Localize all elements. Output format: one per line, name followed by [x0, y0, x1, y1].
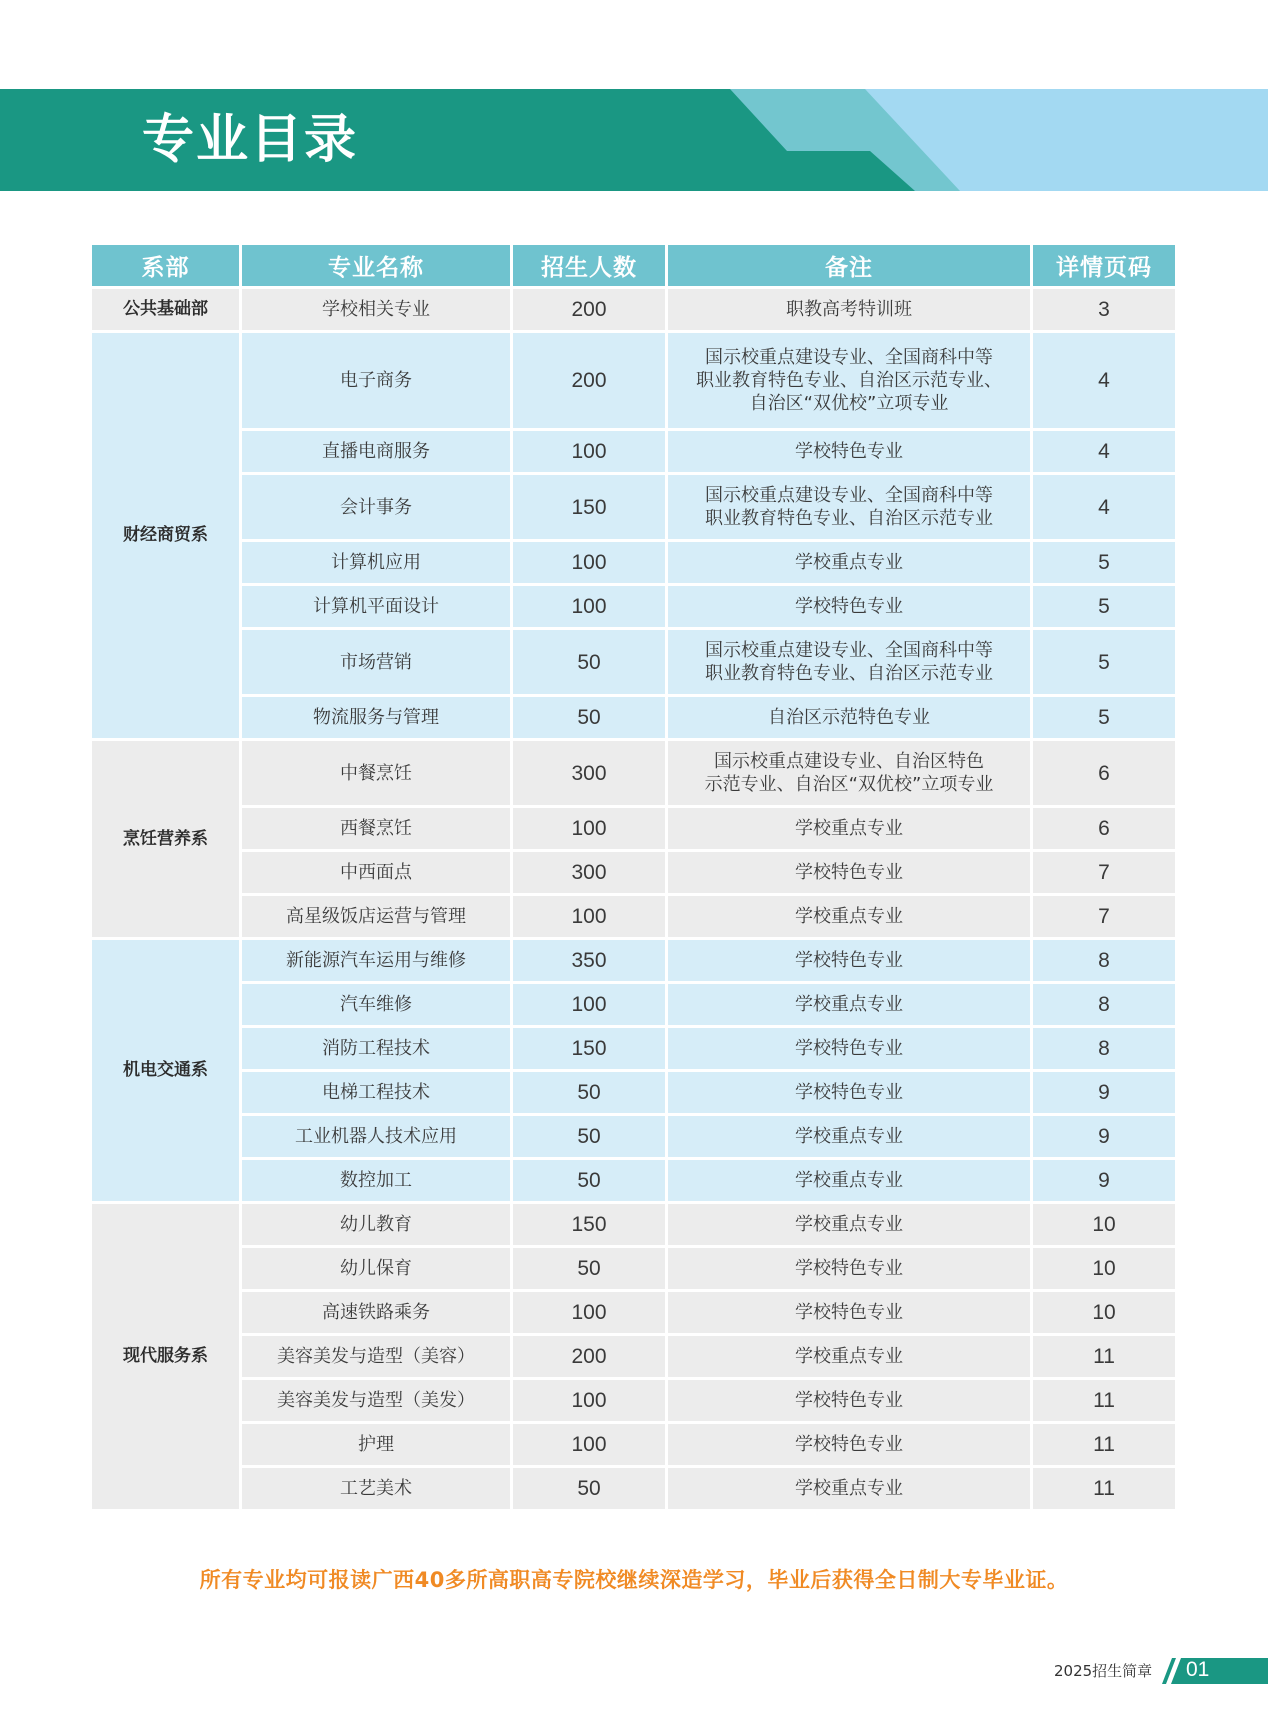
detail-page: 7 [1033, 852, 1175, 896]
enrollment-count: 100 [513, 586, 668, 630]
enrollment-count: 50 [513, 1160, 668, 1204]
enrollment-count: 50 [513, 1116, 668, 1160]
table-row [92, 1248, 1175, 1292]
table-row [92, 630, 1175, 697]
remarks [668, 896, 1033, 940]
remarks-line: 自治区示范特色专业 [768, 707, 930, 728]
remarks-line: 学校重点专业 [795, 994, 903, 1015]
remarks-line: 职业教育特色专业、自治区示范专业 [705, 508, 993, 529]
table-row [92, 431, 1175, 475]
remarks-line: 学校重点专业 [795, 552, 903, 573]
major-name: 市场营销 [242, 630, 513, 697]
detail-page: 6 [1033, 808, 1175, 852]
page-number: 01 [1186, 1658, 1210, 1681]
enrollment-count: 200 [513, 333, 668, 431]
table-row [92, 1336, 1175, 1380]
major-catalog-table [92, 245, 1175, 1512]
col-header-detail-page: 详情页码 [1033, 245, 1175, 289]
detail-page: 8 [1033, 940, 1175, 984]
footnote: 所有专业均可报读广西40多所高职高专院校继续深造学习，毕业后获得全日制大专毕业证。 [199, 1568, 1069, 1592]
remarks [668, 1248, 1033, 1292]
col-header-major: 专业名称 [242, 245, 513, 289]
enrollment-count: 150 [513, 1028, 668, 1072]
detail-page: 5 [1033, 630, 1175, 697]
major-name: 工艺美术 [242, 1468, 513, 1512]
remarks-line: 职业教育特色专业、自治区示范专业、 [696, 370, 1002, 391]
page-title: 专业目录 [142, 110, 359, 170]
table-row [92, 586, 1175, 630]
page-number-badge [1162, 1658, 1268, 1684]
major-name: 高星级饭店运营与管理 [242, 896, 513, 940]
major-name: 计算机平面设计 [242, 586, 513, 630]
remarks-line: 国示校重点建设专业、全国商科中等 [705, 485, 993, 506]
table-row [92, 1292, 1175, 1336]
enrollment-count: 100 [513, 431, 668, 475]
remarks-line: 国示校重点建设专业、全国商科中等 [705, 640, 993, 661]
detail-page: 8 [1033, 984, 1175, 1028]
detail-page: 10 [1033, 1248, 1175, 1292]
remarks-line: 学校重点专业 [795, 1346, 903, 1367]
major-name: 汽车维修 [242, 984, 513, 1028]
detail-page: 9 [1033, 1160, 1175, 1204]
major-name: 护理 [242, 1424, 513, 1468]
department-cell: 财经商贸系 [92, 333, 242, 741]
major-name: 电子商务 [242, 333, 513, 431]
enrollment-count: 100 [513, 896, 668, 940]
remarks [668, 984, 1033, 1028]
major-name: 电梯工程技术 [242, 1072, 513, 1116]
remarks-line: 学校重点专业 [795, 1126, 903, 1147]
remarks [668, 1116, 1033, 1160]
major-name: 会计事务 [242, 475, 513, 542]
remarks [668, 289, 1033, 333]
enrollment-count: 50 [513, 697, 668, 741]
remarks [668, 1336, 1033, 1380]
table-row [92, 940, 1175, 984]
remarks-line: 自治区“双优校”立项专业 [749, 393, 949, 414]
table-row [92, 984, 1175, 1028]
table-row [92, 741, 1175, 808]
remarks-line: 学校特色专业 [795, 1258, 903, 1279]
major-name: 西餐烹饪 [242, 808, 513, 852]
department-cell: 机电交通系 [92, 940, 242, 1204]
major-name: 数控加工 [242, 1160, 513, 1204]
major-name: 学校相关专业 [242, 289, 513, 333]
table-header-row [92, 245, 1175, 289]
major-name: 直播电商服务 [242, 431, 513, 475]
remarks [668, 1424, 1033, 1468]
remarks-line: 职业教育特色专业、自治区示范专业 [705, 663, 993, 684]
remarks-line: 学校重点专业 [795, 906, 903, 927]
detail-page: 4 [1033, 475, 1175, 542]
detail-page: 6 [1033, 741, 1175, 808]
detail-page: 10 [1033, 1292, 1175, 1336]
enrollment-count: 100 [513, 542, 668, 586]
enrollment-count: 300 [513, 852, 668, 896]
enrollment-count: 100 [513, 1292, 668, 1336]
remarks-line: 学校特色专业 [795, 1038, 903, 1059]
major-name: 消防工程技术 [242, 1028, 513, 1072]
detail-page: 4 [1033, 431, 1175, 475]
major-name: 新能源汽车运用与维修 [242, 940, 513, 984]
remarks-line: 学校重点专业 [795, 1170, 903, 1191]
table-row [92, 1072, 1175, 1116]
enrollment-count: 50 [513, 1248, 668, 1292]
detail-page: 8 [1033, 1028, 1175, 1072]
remarks [668, 1160, 1033, 1204]
remarks-line: 学校特色专业 [795, 596, 903, 617]
remarks [668, 1204, 1033, 1248]
remarks [668, 808, 1033, 852]
col-header-enrollment: 招生人数 [513, 245, 668, 289]
department-cell: 公共基础部 [92, 289, 242, 333]
department-cell: 现代服务系 [92, 1204, 242, 1512]
table-row [92, 333, 1175, 431]
detail-page: 11 [1033, 1380, 1175, 1424]
enrollment-count: 100 [513, 1424, 668, 1468]
remarks-line: 国示校重点建设专业、自治区特色 [714, 751, 984, 772]
detail-page: 10 [1033, 1204, 1175, 1248]
remarks [668, 1380, 1033, 1424]
table-row [92, 852, 1175, 896]
table-row [92, 1204, 1175, 1248]
remarks-line: 职教高考特训班 [786, 299, 912, 320]
table-row [92, 697, 1175, 741]
major-name: 美容美发与造型（美发） [242, 1380, 513, 1424]
enrollment-count: 200 [513, 1336, 668, 1380]
remarks [668, 1468, 1033, 1512]
table-row [92, 1468, 1175, 1512]
detail-page: 7 [1033, 896, 1175, 940]
enrollment-count: 350 [513, 940, 668, 984]
remarks-line: 国示校重点建设专业、全国商科中等 [705, 347, 993, 368]
table-row [92, 542, 1175, 586]
table-row [92, 1424, 1175, 1468]
remarks [668, 697, 1033, 741]
remarks-line: 学校特色专业 [795, 950, 903, 971]
remarks [668, 741, 1033, 808]
detail-page: 5 [1033, 542, 1175, 586]
remarks [668, 852, 1033, 896]
enrollment-count: 300 [513, 741, 668, 808]
enrollment-count: 100 [513, 984, 668, 1028]
table-row [92, 1116, 1175, 1160]
table-row [92, 808, 1175, 852]
remarks [668, 630, 1033, 697]
enrollment-count: 50 [513, 1468, 668, 1512]
remarks [668, 542, 1033, 586]
remarks [668, 431, 1033, 475]
enrollment-count: 150 [513, 1204, 668, 1248]
enrollment-count: 150 [513, 475, 668, 542]
detail-page: 11 [1033, 1468, 1175, 1512]
table-row [92, 1028, 1175, 1072]
enrollment-count: 100 [513, 1380, 668, 1424]
remarks-line: 学校重点专业 [795, 818, 903, 839]
remarks [668, 475, 1033, 542]
remarks-line: 学校特色专业 [795, 1434, 903, 1455]
brochure-label: 2025招生简章 [1054, 1662, 1153, 1680]
remarks [668, 1028, 1033, 1072]
remarks-line: 学校特色专业 [795, 1302, 903, 1323]
detail-page: 3 [1033, 289, 1175, 333]
detail-page: 11 [1033, 1424, 1175, 1468]
detail-page: 5 [1033, 586, 1175, 630]
remarks-line: 学校重点专业 [795, 1214, 903, 1235]
table-row [92, 1380, 1175, 1424]
remarks-line: 学校特色专业 [795, 441, 903, 462]
remarks [668, 586, 1033, 630]
major-name: 美容美发与造型（美容） [242, 1336, 513, 1380]
detail-page: 9 [1033, 1072, 1175, 1116]
major-name: 工业机器人技术应用 [242, 1116, 513, 1160]
major-name: 计算机应用 [242, 542, 513, 586]
remarks-line: 学校重点专业 [795, 1478, 903, 1499]
remarks-line: 学校特色专业 [795, 1390, 903, 1411]
department-cell: 烹饪营养系 [92, 741, 242, 940]
remarks-line: 学校特色专业 [795, 862, 903, 883]
col-header-department: 系部 [92, 245, 242, 289]
table-row [92, 1160, 1175, 1204]
remarks [668, 1292, 1033, 1336]
remarks [668, 940, 1033, 984]
table-row [92, 475, 1175, 542]
remarks-line: 示范专业、自治区“双优校”立项专业 [704, 774, 994, 795]
major-name: 中餐烹饪 [242, 741, 513, 808]
table-row [92, 896, 1175, 940]
remarks-line: 学校特色专业 [795, 1082, 903, 1103]
col-header-remarks: 备注 [668, 245, 1033, 289]
detail-page: 11 [1033, 1336, 1175, 1380]
enrollment-count: 50 [513, 1072, 668, 1116]
remarks [668, 333, 1033, 431]
enrollment-count: 200 [513, 289, 668, 333]
enrollment-count: 50 [513, 630, 668, 697]
major-name: 幼儿保育 [242, 1248, 513, 1292]
remarks [668, 1072, 1033, 1116]
header-banner [0, 89, 1268, 191]
major-name: 中西面点 [242, 852, 513, 896]
detail-page: 5 [1033, 697, 1175, 741]
table-row [92, 289, 1175, 333]
enrollment-count: 100 [513, 808, 668, 852]
major-name: 物流服务与管理 [242, 697, 513, 741]
major-name: 幼儿教育 [242, 1204, 513, 1248]
major-name: 高速铁路乘务 [242, 1292, 513, 1336]
detail-page: 4 [1033, 333, 1175, 431]
detail-page: 9 [1033, 1116, 1175, 1160]
